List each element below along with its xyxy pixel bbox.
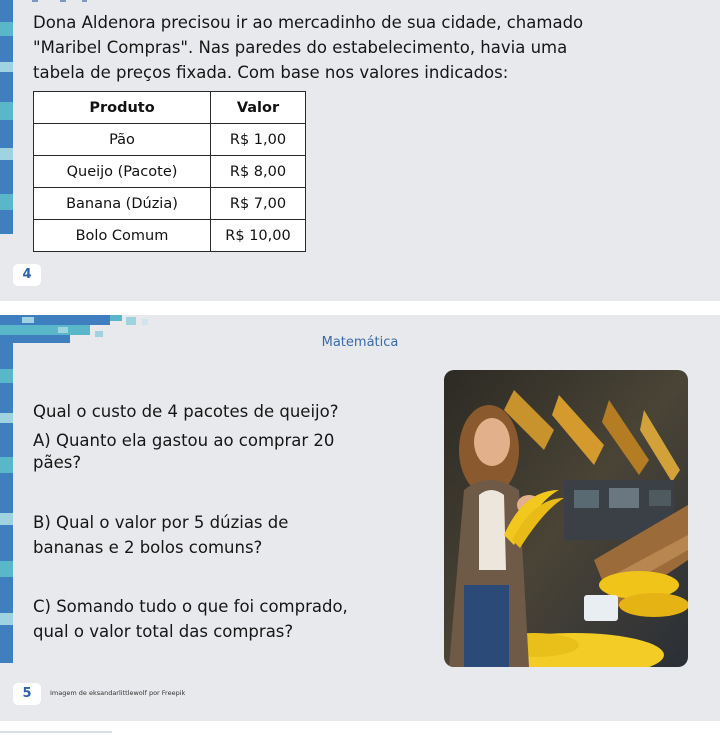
value-cell: R$ 7,00 bbox=[211, 188, 306, 220]
top-pixel-decoration bbox=[30, 0, 100, 3]
table-header-row bbox=[34, 92, 306, 124]
column-header-product: Produto bbox=[34, 92, 211, 124]
woman-with-bananas-photo bbox=[444, 370, 688, 667]
product-cell: Bolo Comum bbox=[34, 220, 211, 252]
intro-text-line-2: "Maribel Compras". Nas paredes do estabelecimento, havia uma bbox=[33, 38, 568, 57]
bottom-divider bbox=[0, 731, 112, 733]
slide-page-4 bbox=[0, 0, 720, 301]
table-row bbox=[34, 156, 306, 188]
intro-text-line-3: tabela de preços fixada. Com base nos valores indicados: bbox=[33, 63, 509, 82]
slide-page-5 bbox=[0, 315, 720, 721]
question-main: Qual o custo de 4 pacotes de queijo? bbox=[33, 402, 339, 421]
value-cell: R$ 10,00 bbox=[211, 220, 306, 252]
product-cell: Banana (Dúzia) bbox=[34, 188, 211, 220]
question-c-line-2: qual o valor total das compras? bbox=[33, 622, 294, 641]
price-table bbox=[33, 91, 306, 252]
subject-title: Matemática bbox=[321, 335, 399, 350]
page-number-badge: 4 bbox=[13, 264, 41, 286]
question-b-line-1: B) Qual o valor por 5 dúzias de bbox=[33, 513, 289, 532]
column-header-value: Valor bbox=[211, 92, 306, 124]
table-row bbox=[34, 188, 306, 220]
question-a-line-1: A) Quanto ela gastou ao comprar 20 bbox=[33, 431, 335, 450]
table-row bbox=[34, 124, 306, 156]
value-cell: R$ 8,00 bbox=[211, 156, 306, 188]
product-cell: Queijo (Pacote) bbox=[34, 156, 211, 188]
table-row bbox=[34, 220, 306, 252]
pixel-edge-decoration bbox=[0, 315, 13, 721]
question-a-line-2: pães? bbox=[33, 453, 82, 472]
image-credit: Imagem de eksandarlittlewolf por Freepik bbox=[50, 689, 186, 697]
page-number-badge: 5 bbox=[13, 683, 41, 705]
question-b-line-2: bananas e 2 bolos comuns? bbox=[33, 538, 263, 557]
pixel-edge-decoration bbox=[0, 0, 13, 301]
product-cell: Pão bbox=[34, 124, 211, 156]
question-c-line-1: C) Somando tudo o que foi comprado, bbox=[33, 597, 348, 616]
value-cell: R$ 1,00 bbox=[211, 124, 306, 156]
intro-text-line-1: Dona Aldenora precisou ir ao mercadinho de sua cidade, chamado bbox=[33, 13, 584, 32]
